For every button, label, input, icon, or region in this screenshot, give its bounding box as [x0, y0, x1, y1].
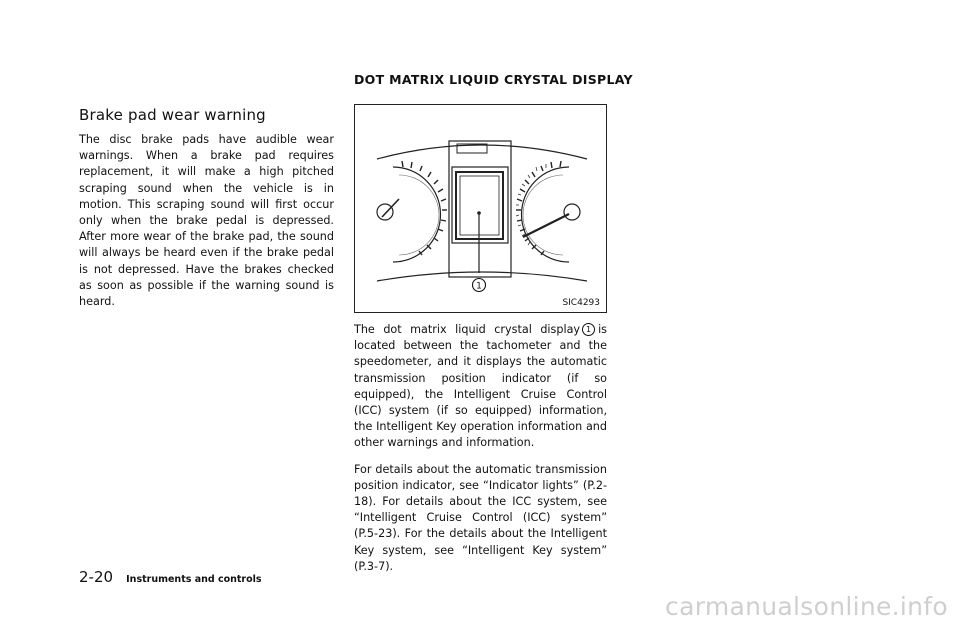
callout-1	[473, 279, 486, 292]
figure-code: SIC4293	[562, 298, 600, 308]
dot-matrix-paragraph-1-end: is located between the tachometer and the speedometer, and it displays the automatic transmission position indicator (if so equipped), the Intelligent Cruise Control (ICC) system (if so equipped) information, the Intelligent Key operation information and other warnings and information.	[354, 323, 607, 450]
dot-matrix-paragraph-1	[354, 322, 607, 452]
center-display	[449, 141, 511, 277]
brake-pad-heading: Brake pad wear warning	[79, 106, 266, 124]
watermark: carmanualsonline.info	[665, 592, 948, 621]
instrument-cluster-illustration	[355, 105, 608, 314]
dot-matrix-paragraph-1-start: The dot matrix liquid crystal display	[354, 323, 581, 336]
page-number: 2-20	[79, 568, 114, 586]
speedometer-gauge	[516, 161, 580, 262]
footer-section-title: Instruments and controls	[126, 574, 262, 585]
callout-1-label: 1	[476, 281, 482, 292]
dot-matrix-section	[354, 322, 607, 585]
page-footer	[79, 567, 262, 586]
brake-pad-paragraph: The disc brake pads have audible wear warnings. When a brake pad requires replacement, it will make a high pitched scraping sound when the vehicle is in motion. This scraping sound will first occur only when the brake pedal is depressed. After more wear of the brake pad, the sound will always be heard even if the brake pedal is not depressed. Have the brakes checked as soon as possible if the warning sound is heard.	[79, 133, 334, 309]
brake-pad-section	[79, 106, 334, 310]
dot-matrix-heading: DOT MATRIX LIQUID CRYSTAL DISPLAY	[354, 72, 633, 87]
instrument-cluster-figure	[354, 104, 607, 313]
tachometer-gauge	[377, 161, 447, 262]
inline-callout-1: 1	[582, 323, 595, 336]
dot-matrix-paragraph-2: For details about the automatic transmission position indicator, see “Indicator lights” (P.2-18). For details about the ICC system, see “Intelligent Cruise Control (ICC) system” (P.5-23). For the details about the Intelligent Key system, see “Intelligent Key system” (P.3-7).	[354, 462, 607, 573]
